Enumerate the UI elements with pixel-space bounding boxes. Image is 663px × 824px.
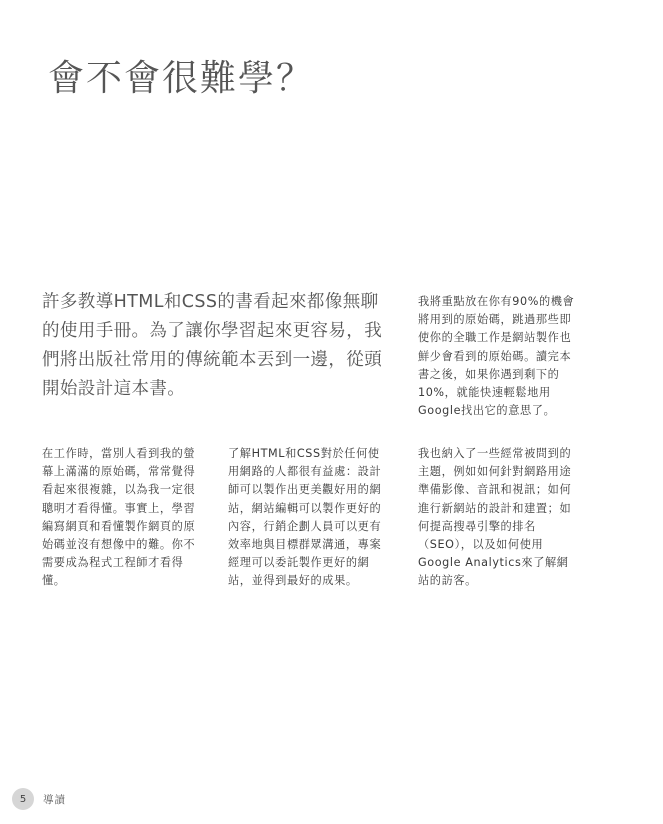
body-column-3: 我也納入了一些經常被問到的主題，例如如何針對網路用途準備影像、音訊和視訊；如何進行新網站的設計和建置；如何提高搜尋引擎的排名（SEO），以及如何使用Google Analytics來了解網站的訪客。 [418,447,572,588]
body-column-1: 在工作時，當別人看到我的螢幕上滿滿的原始碼，常常覺得看起來很複雜，以為我一定很聰明才看得懂。事實上，學習編寫網頁和看懂製作網頁的原始碼並沒有想像中的難。你不需要成為程式工程師才看得懂。 [42,447,196,588]
page-title: 會不會很難學？ [48,58,315,99]
side-note-paragraph: 我將重點放在你有90%的機會將用到的原始碼，跳過那些即使你的全職工作是網站製作也鮮少會看到的原始碼。讀完本書之後，如果你遇到剩下的10%，就能快速輕鬆地用Google找出它的意思了。 [418,295,575,418]
page-number-badge: 5 [12,788,34,810]
section-label: 導讀 [43,793,66,806]
lead-paragraph: 許多教導HTML和CSS的書看起來都像無聊的使用手冊。為了讓你學習起來更容易，我們將出版社常用的傳統範本丟到一邊，從頭開始設計這本書。 [42,292,383,399]
page-footer [12,788,66,810]
body-column-2: 了解HTML和CSS對於任何使用網路的人都很有益處：設計師可以製作出更美觀好用的網站，網站編輯可以製作更好的內容，行銷企劃人員可以更有效率地與目標群眾溝通，專案經理可以委託製作更好的網站，並得到最好的成果。 [228,447,382,588]
